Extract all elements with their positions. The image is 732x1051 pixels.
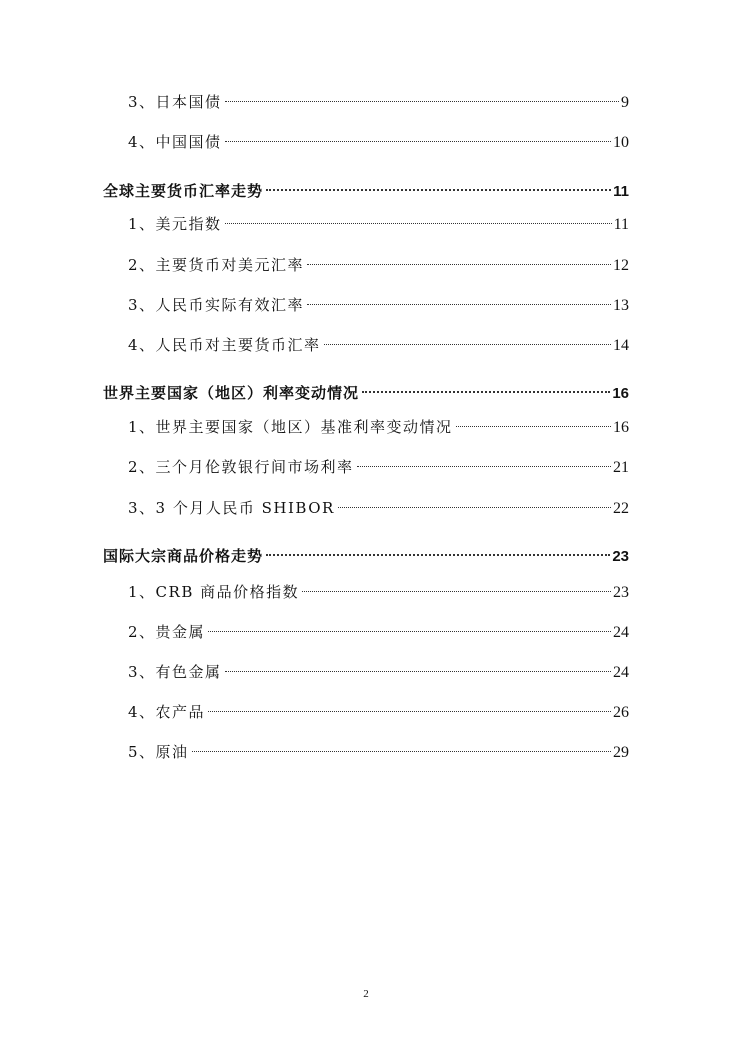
toc-dot-leader [208, 631, 611, 632]
toc-entry-number: 4、 [128, 336, 156, 354]
toc-dot-leader [225, 223, 612, 224]
toc-entry-number: 4、 [128, 703, 156, 721]
toc-dot-leader [192, 751, 611, 752]
toc-entry[interactable] [128, 496, 629, 520]
toc-entry-title: 世界主要国家（地区）基准利率变动情况 [155, 418, 453, 436]
toc-entry[interactable] [128, 293, 629, 317]
toc-dot-leader [307, 264, 611, 265]
toc-entry-title: 主要货币对美元汇率 [155, 256, 305, 274]
toc-entry-title: 贵金属 [155, 623, 206, 641]
toc-entry-page: 21 [613, 459, 629, 476]
toc-section-title: 国际大宗商品价格走势 [103, 547, 264, 565]
toc-entry[interactable] [128, 90, 629, 114]
toc-entry-page: 24 [613, 664, 629, 681]
toc-entry[interactable] [128, 333, 629, 357]
toc-dot-leader [225, 141, 611, 142]
toc-entry-title: 3 个月人民币 SHIBOR [155, 499, 335, 517]
toc-dot-leader [324, 344, 611, 345]
toc-entry-page: 13 [613, 297, 629, 314]
toc-entry-number: 2、 [128, 256, 156, 274]
toc-entry-number: 3、 [128, 93, 156, 111]
toc-section-page: 16 [612, 385, 629, 402]
toc-entry-page: 24 [613, 624, 629, 641]
toc-entry-page: 14 [613, 337, 629, 354]
toc-dot-leader [357, 466, 611, 467]
toc-entry-number: 1、 [128, 418, 156, 436]
toc-entry[interactable] [128, 700, 629, 724]
toc-entry-page: 10 [613, 134, 629, 151]
toc-entry-page: 22 [613, 500, 629, 517]
toc-entry-title: 日本国债 [155, 93, 222, 111]
toc-entry-page: 29 [613, 744, 629, 761]
toc-entry-number: 2、 [128, 623, 156, 641]
toc-entry-page: 26 [613, 704, 629, 721]
toc-entry[interactable] [128, 212, 629, 236]
toc-entry-title: 人民币实际有效汇率 [155, 296, 305, 314]
toc-dot-leader [225, 671, 611, 672]
toc-entry-number: 4、 [128, 133, 156, 151]
toc-entry[interactable] [128, 455, 629, 479]
toc-dot-leader [302, 591, 611, 592]
toc-dot-leader [456, 426, 611, 427]
toc-entry[interactable] [128, 253, 629, 277]
footer-page-number: 2 [363, 988, 369, 1000]
toc-entry-page: 23 [613, 584, 629, 601]
toc-entry-number: 5、 [128, 743, 156, 761]
toc-entry-title: 三个月伦敦银行间市场利率 [155, 458, 354, 476]
toc-entry-title: 美元指数 [155, 215, 222, 233]
toc-entry[interactable] [128, 130, 629, 154]
toc-entry[interactable] [128, 660, 629, 684]
toc-dot-leader [307, 304, 611, 305]
toc-section-title: 全球主要货币汇率走势 [103, 182, 264, 200]
toc-entry-number: 3、 [128, 499, 156, 517]
toc-entry-title: 有色金属 [155, 663, 222, 681]
toc-entry-title: 农产品 [155, 703, 206, 721]
toc-entry-page: 9 [621, 94, 629, 111]
toc-entry-page: 11 [613, 216, 629, 233]
toc-dot-leader [266, 189, 611, 191]
toc-entry-page: 16 [613, 419, 629, 436]
toc-entry-number: 2、 [128, 458, 156, 476]
toc-entry[interactable] [128, 580, 629, 604]
toc-dot-leader [266, 554, 610, 556]
toc-section-page: 23 [612, 548, 629, 565]
toc-entry-number: 3、 [128, 296, 156, 314]
toc-entry[interactable] [128, 415, 629, 439]
toc-dot-leader [225, 101, 619, 102]
toc-dot-leader [362, 391, 610, 393]
toc-entry-page: 12 [613, 257, 629, 274]
toc-entry-title: 人民币对主要货币汇率 [155, 336, 321, 354]
toc-section-entry[interactable] [103, 179, 629, 203]
toc-dot-leader [208, 711, 611, 712]
toc-entry-title: CRB 商品价格指数 [155, 583, 300, 601]
toc-section-page: 11 [613, 183, 629, 200]
toc-entry-title: 原油 [155, 743, 189, 761]
toc-section-entry[interactable] [103, 381, 629, 405]
toc-entry-number: 3、 [128, 663, 156, 681]
toc-entry[interactable] [128, 620, 629, 644]
toc-entry-title: 中国国债 [155, 133, 222, 151]
toc-entry[interactable] [128, 740, 629, 764]
toc-entry-number: 1、 [128, 583, 156, 601]
toc-dot-leader [338, 507, 611, 508]
toc-entry-number: 1、 [128, 215, 156, 233]
toc-section-entry[interactable] [103, 544, 629, 568]
toc-section-title: 世界主要国家（地区）利率变动情况 [103, 384, 360, 402]
